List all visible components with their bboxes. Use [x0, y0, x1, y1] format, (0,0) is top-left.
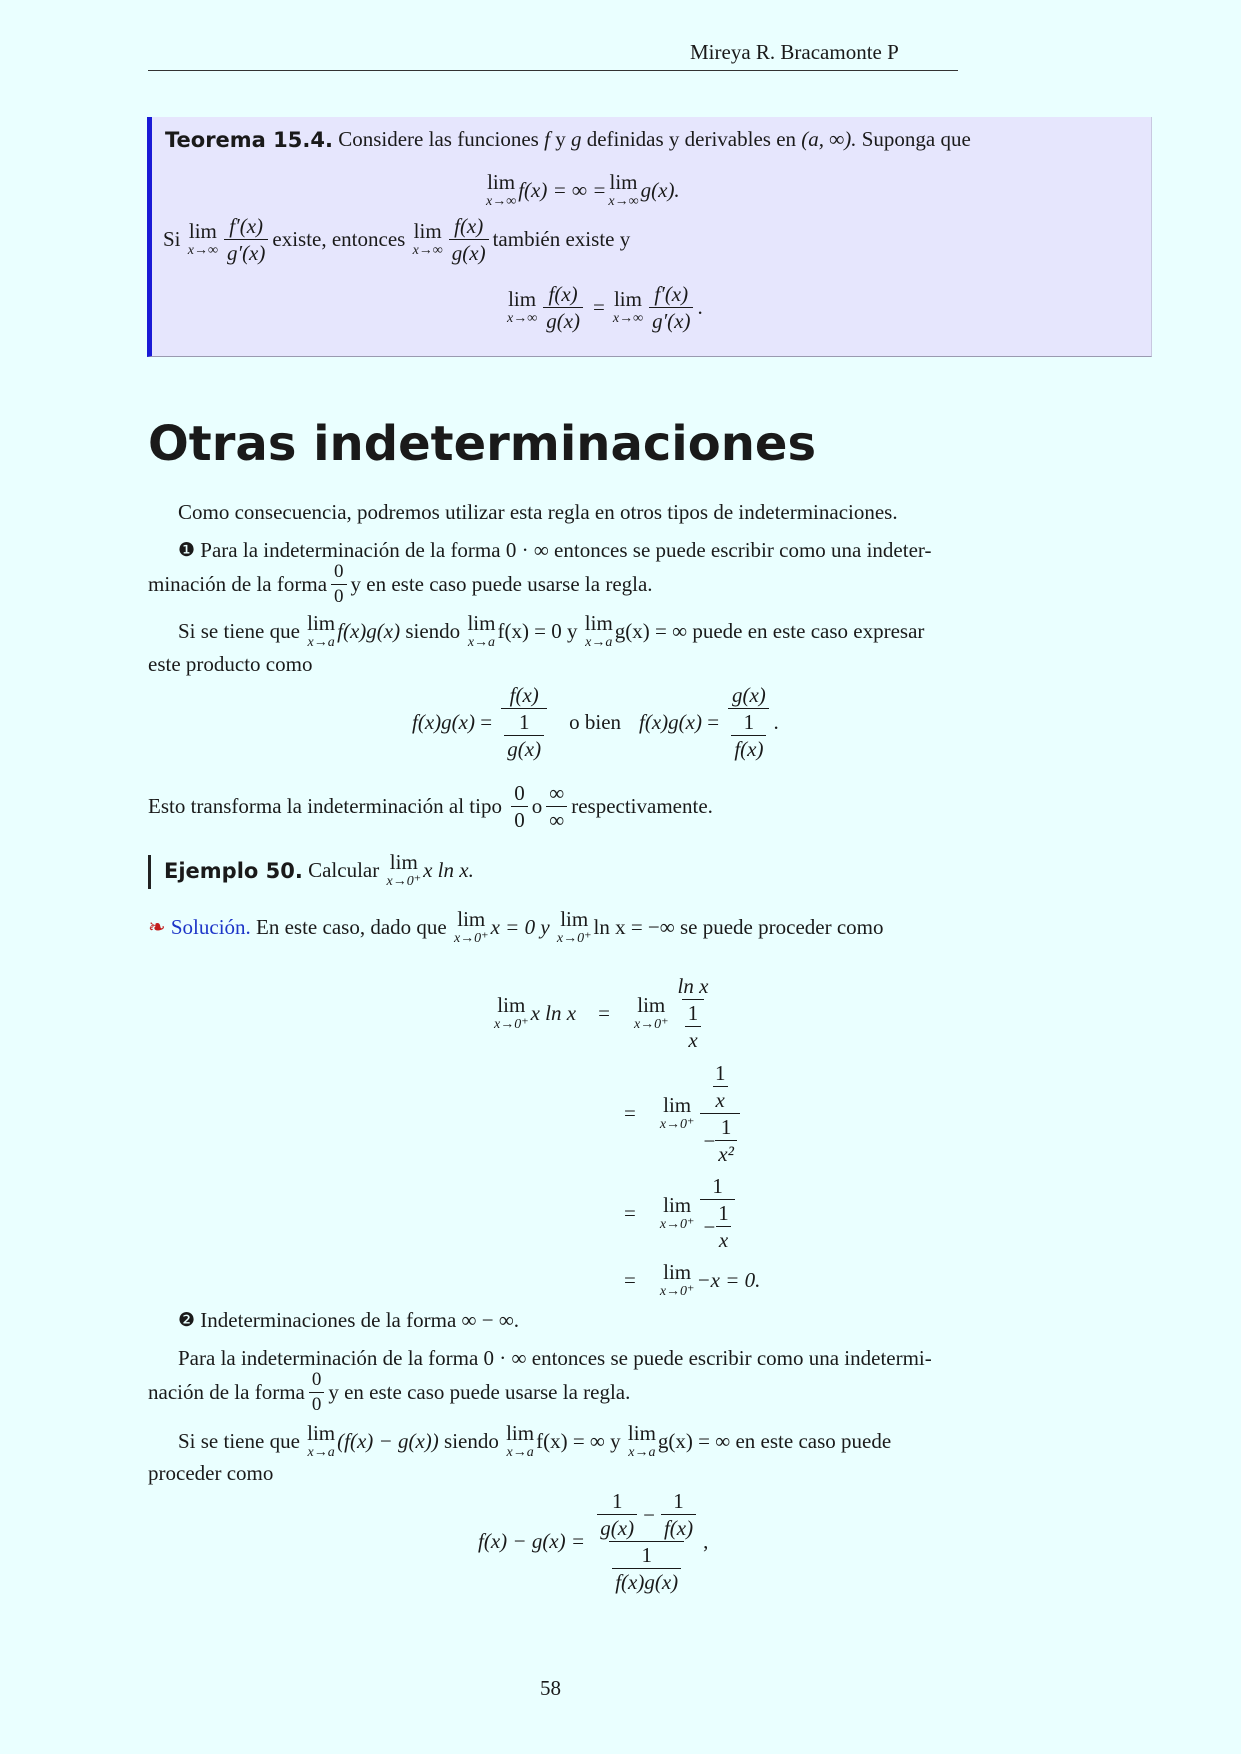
product-formula: f(x)g(x) = $\frac{f(x)}{\frac{1}{g(x)}}$ o bien f(x)g(x) = $\frac{g(x)}{\frac{1}{f(x)}}$ . — [412, 683, 779, 762]
theorem-text: Considere las funciones — [338, 127, 539, 151]
bullet-1-cont: minación de la forma $\frac{0}{0}$ y en este caso puede usarse la regla. — [148, 561, 653, 607]
bullet-marker: ❷ — [178, 1310, 196, 1331]
paragraph-4-cont: nación de la forma $\frac{0}{0}$ y en este caso puede usarse la regla. — [148, 1369, 631, 1415]
example-bar — [148, 855, 151, 889]
theorem-eq-1: lim x→∞ f(x) = ∞ = lim x→∞ g(x). — [486, 170, 680, 209]
derivation-step-4: = lim x→0⁺ −x = 0. — [624, 1260, 761, 1299]
paragraph-4: Para la indeterminación de la forma 0 · ∞ entonces se puede escribir como una indetermi- — [178, 1346, 932, 1370]
solution-marker: ❧ — [148, 915, 166, 939]
paragraph-2-cont: este producto como — [148, 652, 313, 676]
solution-label: Solución. — [170, 915, 251, 939]
section-title: Otras indeterminaciones — [148, 416, 817, 472]
derivation-step-1: lim x→0⁺ x ln x = lim x→0⁺ $\frac{\text{ln x}}{\frac{1}{x}}$ — [494, 974, 709, 1053]
derivation-step-3: = lim x→0⁺ 1 − $\frac{1}{x}$ — [624, 1175, 739, 1251]
paragraph-3: Esto transforma la indeterminación al tipo $\frac{0}{0}$ o $\frac{\infty}{\infty}$ respectivamente. — [148, 781, 713, 833]
theorem-line-1: Teorema 15.4. Considere las funciones f y g definidas y derivables en (a, ∞). Suponga que — [165, 127, 971, 152]
header-rule — [148, 70, 958, 71]
theorem-line-2: Si lim x→∞ $\frac{f'(x)}{g'(x)}$ existe, entonces lim x→∞ $\frac{f(x)}{g(x)}$ también existe y — [163, 214, 631, 266]
bullet-2: ❷ Indeterminaciones de la forma ∞ − ∞. — [178, 1308, 520, 1332]
paragraph-2: Si se tiene que lim x→a f(x)g(x) siendo lim x→a f(x) = 0 y lim x→a g(x) = ∞ puede en este caso expresar — [178, 611, 925, 650]
running-header-author: Mireya R. Bracamonte P — [690, 40, 899, 64]
page-number: 58 — [540, 1676, 561, 1700]
example-label: Ejemplo 50. — [164, 858, 303, 883]
paragraph: Como consecuencia, podremos utilizar esta regla en otros tipos de indeterminaciones. — [178, 500, 898, 524]
solution: ❧ Solución. En este caso, dado que lim x→0⁺ x = 0 y lim x→0⁺ ln x = −∞ se puede proceder como — [148, 907, 884, 946]
theorem-eq-2: lim x→∞ $\frac{f(x)}{g(x)}$ = lim x→∞ $\frac{f'(x)}{g'(x)}$ . — [507, 282, 703, 334]
paragraph-5-cont: proceder como — [148, 1461, 274, 1485]
theorem-label: Teorema 15.4. — [165, 127, 333, 152]
paragraph-5: Si se tiene que lim x→a (f(x) − g(x)) siendo lim x→a f(x) = ∞ y lim x→a g(x) = ∞ en este caso puede — [178, 1421, 892, 1460]
difference-formula: f(x) − g(x) = $\frac{1}{g(x)}$ − $\frac{1}{f(x)}$ $\frac{1}{f(x)g(x)}$ , — [478, 1489, 709, 1595]
example-50: Ejemplo 50. Calcular lim x→0⁺ x ln x. — [164, 850, 474, 889]
derivation-step-2: = lim x→0⁺ $\frac{1}{x}$ − $\frac{1}{\text{x²}}$ — [624, 1062, 744, 1165]
bullet-1: ❶ Para la indeterminación de la forma 0 · ∞ entonces se puede escribir como una indeter- — [178, 538, 932, 562]
bullet-marker: ❶ — [178, 540, 196, 561]
